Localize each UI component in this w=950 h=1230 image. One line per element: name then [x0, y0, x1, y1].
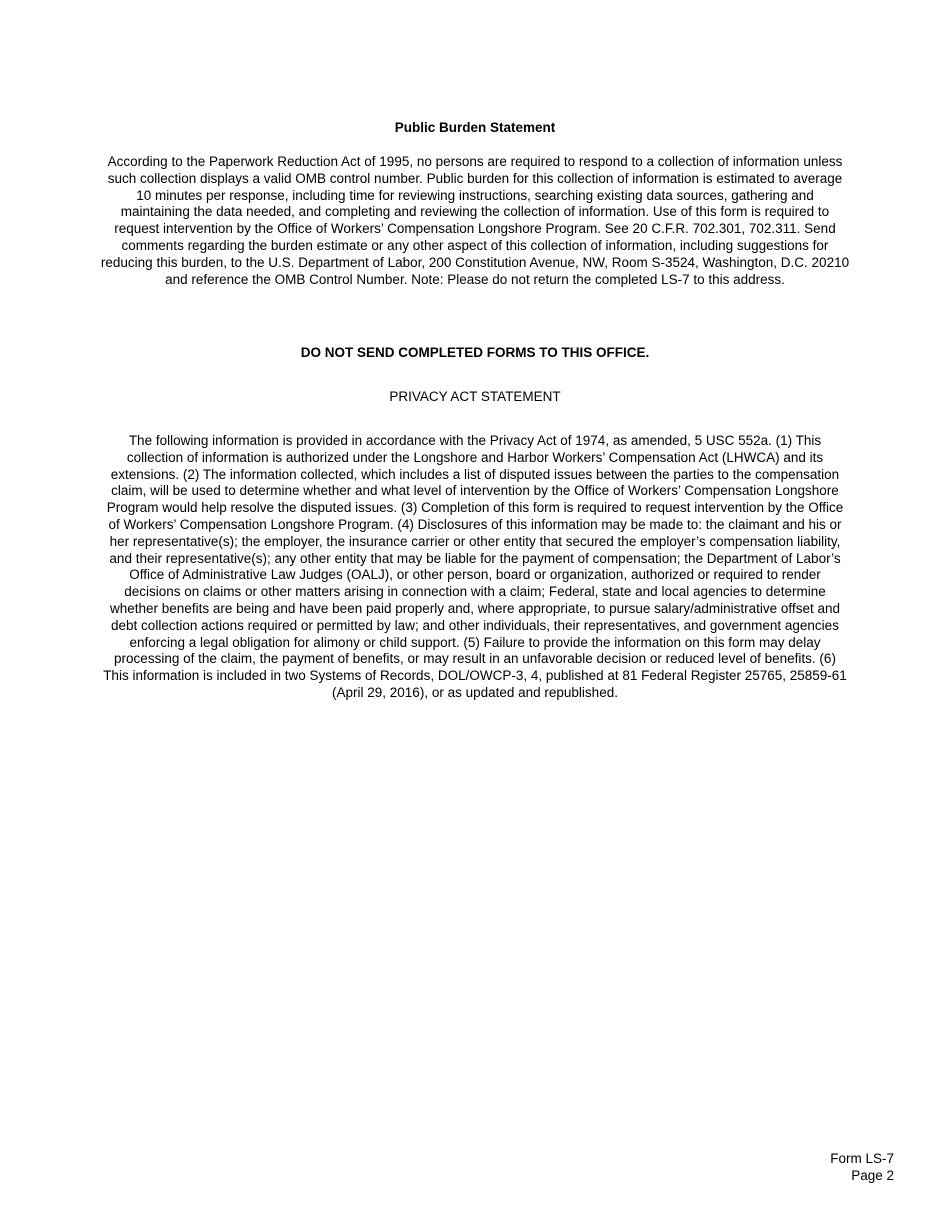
do-not-send-notice: DO NOT SEND COMPLETED FORMS TO THIS OFFICE.: [300, 345, 650, 360]
burden-statement-title: Public Burden Statement: [394, 120, 556, 135]
privacy-act-title: PRIVACY ACT STATEMENT: [389, 389, 561, 404]
form-number: Form LS-7: [830, 1151, 894, 1166]
page-footer: [830, 1151, 894, 1184]
privacy-act-body: The following information is provided in accordance with the Privacy Act of 1974, as amended, 5 USC 552a. (1) This collection of information is authorized under the Longshore and Harbor Workers’ Compensation Act (LHWCA) and its extensions. (2) The information collected, which includes a list of disputed issues between the parties to the compensation claim, will be used to determine whether and what level of intervention by the Office of Workers’ Compensation Longshore Program would help resolve the disputed issues. (3) Completion of this form is required to request intervention by the Office of Workers’ Compensation Longshore Program. (4) Disclosures of this information may be made to: the claimant and his or her representative(s); the employer, the insurance carrier or other entity that secured the employer’s compensation liability, and their representative(s); any other entity that may be liable for the payment of compensation; the Department of Labor’s Office of Administrative Law Judges (OALJ), or other person, board or organization, authorized or required to render decisions on claims or other matters arising in connection with a claim; Federal, state and local agencies to determine whether benefits are being and have been paid properly and, where appropriate, to pursue salary/administrative offset and debt collection actions required or permitted by law; and other individuals, their representatives, and government agencies enforcing a legal obligation for alimony or child support. (5) Failure to provide the information on this form may delay processing of the claim, the payment of benefits, or may result in an unfavorable decision or reduced level of benefits. (6) This information is included in two Systems of Records, DOL/OWCP-3, 4, published at 81 Federal Register 25765, 25859-61 (April 29, 2016), or as updated and republished.: [103, 433, 847, 700]
page-number: Page 2: [851, 1167, 894, 1183]
burden-statement-body: According to the Paperwork Reduction Act of 1995, no persons are required to respond to a collection of information unless such collection displays a valid OMB control number. Public burden for this collection of information is estimated to average 10 minutes per response, including time for reviewing instructions, searching existing data sources, gathering and maintaining the data needed, and completing and reviewing the collection of information. Use of this form is required to request intervention by the Office of Workers’ Compensation Longshore Program. See 20 C.F.R. 702.301, 702.311. Send comments regarding the burden estimate or any other aspect of this collection of information, including suggestions for reducing this burden, to the U.S. Department of Labor, 200 Constitution Avenue, NW, Room S-3524, Washington, D.C. 20210 and reference the OMB Control Number. Note: Please do not return the completed LS-7 to this address.: [100, 154, 850, 287]
